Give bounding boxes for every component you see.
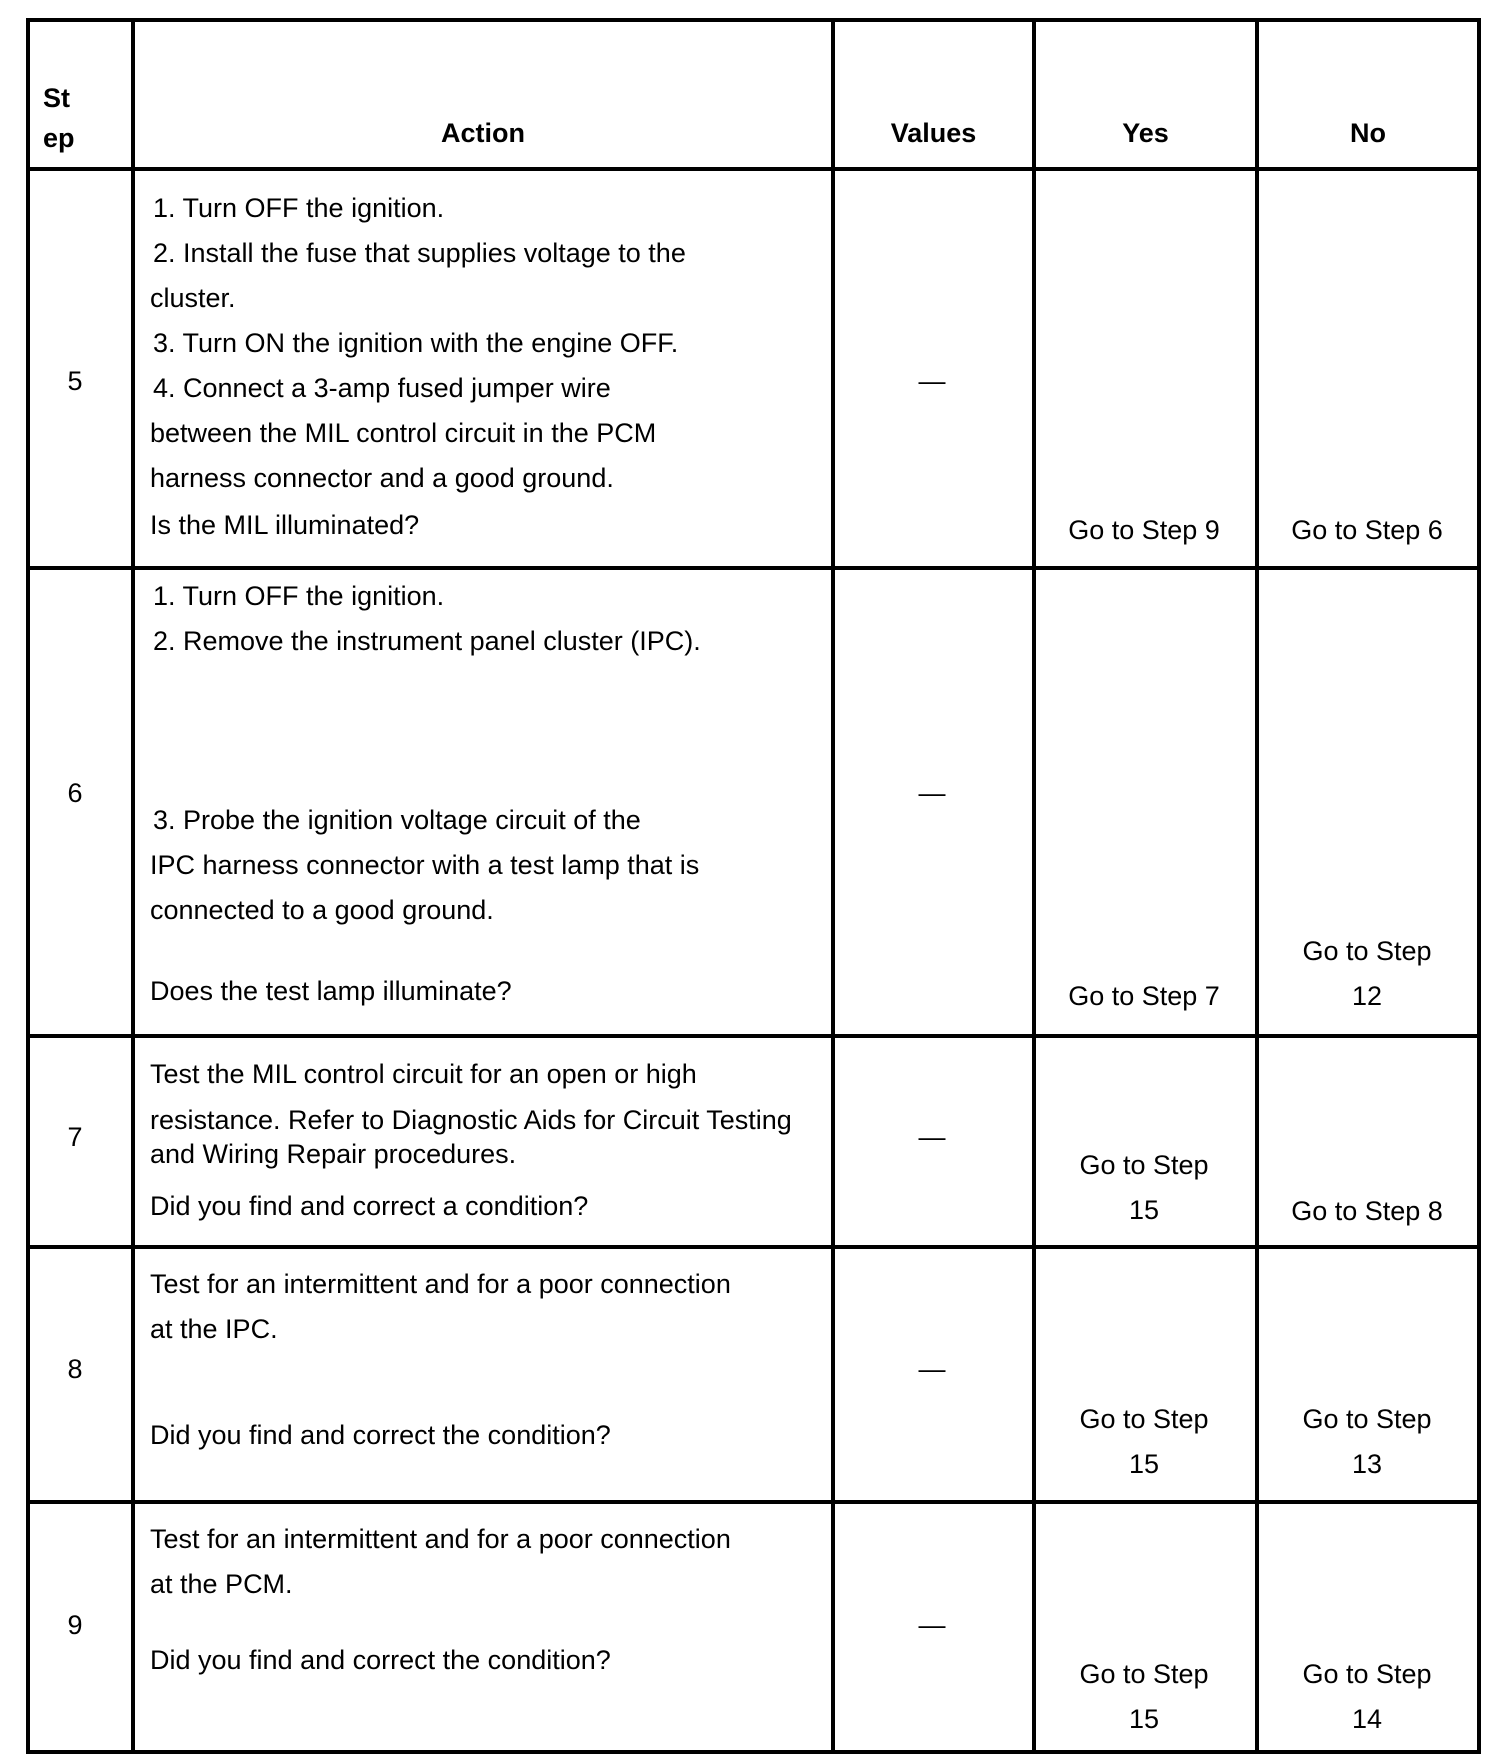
- header-yes: Yes: [1122, 118, 1169, 148]
- action-question: [150, 1420, 820, 1451]
- action-line: 2. Remove the instrument panel cluster (IPC).: [153, 626, 701, 656]
- header-divider: [26, 167, 1481, 171]
- no-cell: [1257, 1189, 1477, 1234]
- action-question: [150, 510, 820, 541]
- header-step-line2: ep: [43, 123, 75, 153]
- no-target: Go to Step 8: [1291, 1196, 1443, 1226]
- yes-cell: [1034, 1652, 1254, 1742]
- action-line: Test for an intermittent and for a poor connection: [150, 1524, 731, 1554]
- yes-cell: [1034, 508, 1254, 553]
- no-cell: [1257, 508, 1477, 553]
- no-target-step: 13: [1351, 1449, 1383, 1479]
- header-values: Values: [890, 118, 977, 148]
- no-target-step: 14: [1351, 1704, 1383, 1734]
- action-text: [150, 798, 820, 933]
- action-line: Test for an intermittent and for a poor connection: [150, 1269, 731, 1299]
- table-border-top: [26, 18, 1481, 22]
- no-target: Go to Step 6: [1291, 515, 1443, 545]
- yes-target-step: 15: [1128, 1704, 1160, 1734]
- action-text: [150, 1517, 820, 1607]
- action-question: [150, 976, 820, 1007]
- step-number: 8: [67, 1354, 83, 1384]
- no-target: Go to Step: [1302, 1404, 1432, 1434]
- yes-cell: [1034, 1397, 1254, 1487]
- action-line: at the IPC.: [150, 1314, 278, 1344]
- row-divider: [26, 1245, 1481, 1249]
- header-no: No: [1350, 118, 1386, 148]
- action-text: [150, 1052, 820, 1171]
- yes-target: Go to Step 7: [1068, 981, 1220, 1011]
- action-text: [150, 574, 820, 664]
- yes-cell: [1034, 1143, 1254, 1233]
- header-step-line1: St: [43, 83, 70, 113]
- question-text: Is the MIL illuminated?: [150, 510, 420, 540]
- header-step: [43, 78, 75, 158]
- no-cell: [1257, 929, 1477, 1019]
- yes-target-step: 15: [1128, 1195, 1160, 1225]
- column-divider: [1255, 18, 1259, 1752]
- action-question: [150, 1645, 820, 1676]
- action-line: 2. Install the fuse that supplies voltage to the: [153, 238, 686, 268]
- no-cell: [1257, 1397, 1477, 1487]
- row-divider: [26, 1034, 1481, 1038]
- table-border-left: [26, 18, 30, 1752]
- action-line: 1. Turn OFF the ignition.: [153, 581, 445, 611]
- action-line: at the PCM.: [150, 1569, 293, 1599]
- question-text: Does the test lamp illuminate?: [150, 976, 512, 1006]
- action-line: resistance. Refer to Diagnostic Aids for Circuit Testing: [150, 1105, 792, 1135]
- no-target: Go to Step: [1302, 936, 1432, 966]
- step-number: 9: [67, 1610, 83, 1640]
- header-action: Action: [441, 118, 525, 148]
- action-line: between the MIL control circuit in the PCM: [150, 418, 657, 448]
- action-text: [150, 186, 820, 501]
- yes-target: Go to Step: [1079, 1150, 1209, 1180]
- table-border-right: [1477, 18, 1481, 1752]
- value-cell: —: [918, 778, 946, 808]
- action-line: 3. Probe the ignition voltage circuit of the: [153, 805, 641, 835]
- action-line: Test the MIL control circuit for an open or high: [150, 1059, 697, 1089]
- yes-cell: [1034, 974, 1254, 1019]
- no-cell: [1257, 1652, 1477, 1742]
- action-line: IPC harness connector with a test lamp that is: [150, 850, 700, 880]
- action-text: [150, 1262, 820, 1352]
- step-number: 7: [67, 1122, 83, 1152]
- no-target: Go to Step: [1302, 1659, 1432, 1689]
- column-divider: [131, 18, 135, 1752]
- no-target-step: 12: [1351, 981, 1383, 1011]
- step-number: 6: [67, 778, 83, 808]
- value-cell: —: [918, 366, 946, 396]
- value-cell: —: [918, 1122, 946, 1152]
- table-border-bottom: [26, 1750, 1481, 1754]
- step-number: 5: [67, 366, 83, 396]
- action-line: 4. Connect a 3-amp fused jumper wire: [153, 373, 611, 403]
- action-line: cluster.: [150, 283, 236, 313]
- action-question: [150, 1191, 820, 1222]
- action-line: connected to a good ground.: [150, 895, 494, 925]
- action-line: 3. Turn ON the ignition with the engine OFF.: [153, 328, 679, 358]
- action-line: and Wiring Repair procedures.: [150, 1139, 517, 1169]
- question-text: Did you find and correct the condition?: [150, 1645, 611, 1675]
- value-cell: —: [918, 1610, 946, 1640]
- yes-target: Go to Step 9: [1068, 515, 1220, 545]
- row-divider: [26, 566, 1481, 570]
- column-divider: [1032, 18, 1036, 1752]
- action-line: 1. Turn OFF the ignition.: [153, 193, 445, 223]
- value-cell: —: [918, 1354, 946, 1384]
- yes-target: Go to Step: [1079, 1659, 1209, 1689]
- row-divider: [26, 1500, 1481, 1504]
- yes-target: Go to Step: [1079, 1404, 1209, 1434]
- column-divider: [831, 18, 835, 1752]
- question-text: Did you find and correct a condition?: [150, 1191, 589, 1221]
- yes-target-step: 15: [1128, 1449, 1160, 1479]
- action-line: harness connector and a good ground.: [150, 463, 614, 493]
- question-text: Did you find and correct the condition?: [150, 1420, 611, 1450]
